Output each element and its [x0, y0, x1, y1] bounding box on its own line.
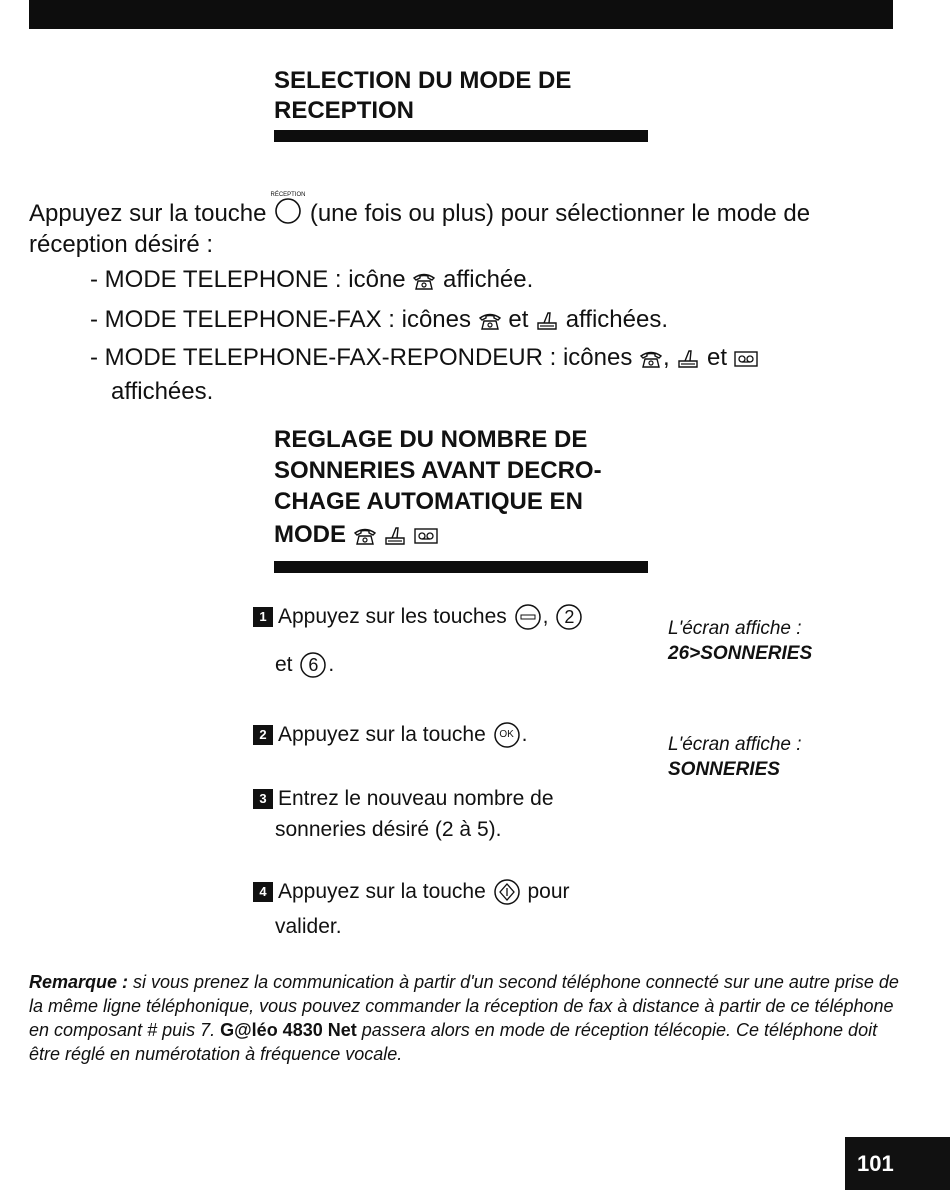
step-number: 4: [253, 882, 273, 902]
phone-icon: [639, 349, 663, 369]
intro-text: Appuyez sur la touche: [29, 200, 267, 227]
heading-rule: [274, 561, 648, 573]
step-number: 2: [253, 725, 273, 745]
screen-display-note-1: [668, 616, 812, 666]
remark-paragraph: [29, 970, 909, 1066]
remark-label: Remarque :: [29, 972, 129, 992]
step-1-line-2: [275, 649, 334, 680]
heading-mode-text: MODE: [274, 521, 346, 548]
section-heading-ring-count: [274, 424, 602, 553]
heading-line: REGLAGE DU NOMBRE DE: [274, 426, 588, 453]
step-2: [253, 719, 527, 750]
page-number: 101: [845, 1137, 950, 1190]
mode-text: - MODE TELEPHONE : icône: [90, 266, 406, 293]
mode-sep: et: [707, 344, 728, 371]
reception-key-icon: [270, 189, 306, 225]
fax-icon: [676, 349, 700, 369]
phone-icon: [478, 311, 502, 331]
intro-text: (une fois ou plus) pour sélectionner le mode de: [309, 200, 811, 227]
answering-machine-icon: [734, 350, 758, 368]
fax-icon: [535, 311, 559, 331]
mode-telephone: [90, 262, 533, 298]
step-suffix: pour: [527, 880, 570, 903]
section-heading-reception-mode: [274, 66, 571, 126]
mode-text: - MODE TELEPHONE-FAX-REPONDEUR : icônes: [90, 344, 633, 371]
answering-machine-icon: [414, 527, 438, 545]
phone-icon: [353, 526, 377, 546]
remark-text: si vous prenez la communication à partir d'un second téléphone connecté sur une autre prise de la même ligne téléphonique, vous pouvez commander la réception de fax à distance à partir de ce téléphone en composant # puis 7.: [29, 972, 899, 1040]
mode-telephone-fax: [90, 302, 668, 338]
step-number: 1: [253, 607, 273, 627]
heading-line: SONNERIES AVANT DECRO-: [274, 457, 602, 484]
step-4: [253, 876, 570, 907]
mode-tail: affichée.: [443, 266, 534, 293]
remark-text-2: passera alors en mode de réception télécopie. Ce téléphone doit être réglé en numérotation à fréquence vocale.: [29, 1020, 878, 1064]
step-4-line-2: valider.: [275, 915, 342, 938]
step-text: Appuyez sur la touche: [278, 723, 486, 746]
mode-text: - MODE TELEPHONE-FAX : icônes: [90, 306, 471, 333]
step-text: Appuyez sur la touche: [278, 880, 486, 903]
mode-tail-line: affichées.: [111, 378, 214, 405]
screen-label: L'écran affiche :: [668, 734, 802, 755]
screen-value: SONNERIES: [668, 759, 780, 780]
step-suffix: .: [521, 723, 528, 746]
product-name: G@léo 4830 Net: [220, 1020, 357, 1040]
step-number: 3: [253, 789, 273, 809]
reception-key-label: RÉCEPTION: [270, 192, 306, 198]
digit-key-2: [554, 603, 584, 631]
heading-line: SELECTION DU MODE DE: [274, 67, 572, 94]
mode-sep: ,: [663, 344, 670, 371]
mode-sep: et: [508, 306, 529, 333]
menu-key-icon: [513, 603, 543, 631]
digit-key-label: 6: [308, 655, 319, 676]
intro-line-1: [29, 189, 810, 232]
screen-value: 26>SONNERIES: [668, 643, 813, 664]
step-text: Entrez le nouveau nombre de: [278, 787, 554, 810]
step-3: [253, 783, 554, 814]
digit-key-label: 2: [564, 607, 575, 628]
heading-rule: [274, 130, 648, 142]
top-bar: [29, 0, 893, 29]
step-sep: ,: [542, 605, 549, 628]
phone-icon: [412, 271, 436, 291]
screen-label: L'écran affiche :: [668, 618, 802, 639]
heading-line: RECEPTION: [274, 97, 415, 124]
step-text: et: [275, 653, 293, 676]
mode-tail: affichées.: [565, 306, 668, 333]
ok-key-icon: [492, 721, 522, 749]
digit-key-6: [298, 651, 328, 679]
heading-line: CHAGE AUTOMATIQUE EN: [274, 488, 583, 515]
heading-line-mode: [274, 517, 602, 553]
step-1: [253, 601, 584, 632]
ok-key-label: OK: [499, 729, 514, 741]
mode-telephone-fax-repondeur: [90, 340, 758, 376]
intro-line-2: réception désiré :: [29, 231, 214, 258]
step-3-line-2: sonneries désiré (2 à 5).: [275, 818, 502, 841]
step-text: Appuyez sur les touches: [278, 605, 507, 628]
screen-display-note-2: [668, 732, 802, 782]
validate-key-icon: [492, 878, 522, 906]
step-suffix: .: [328, 653, 335, 676]
fax-icon: [383, 526, 407, 546]
